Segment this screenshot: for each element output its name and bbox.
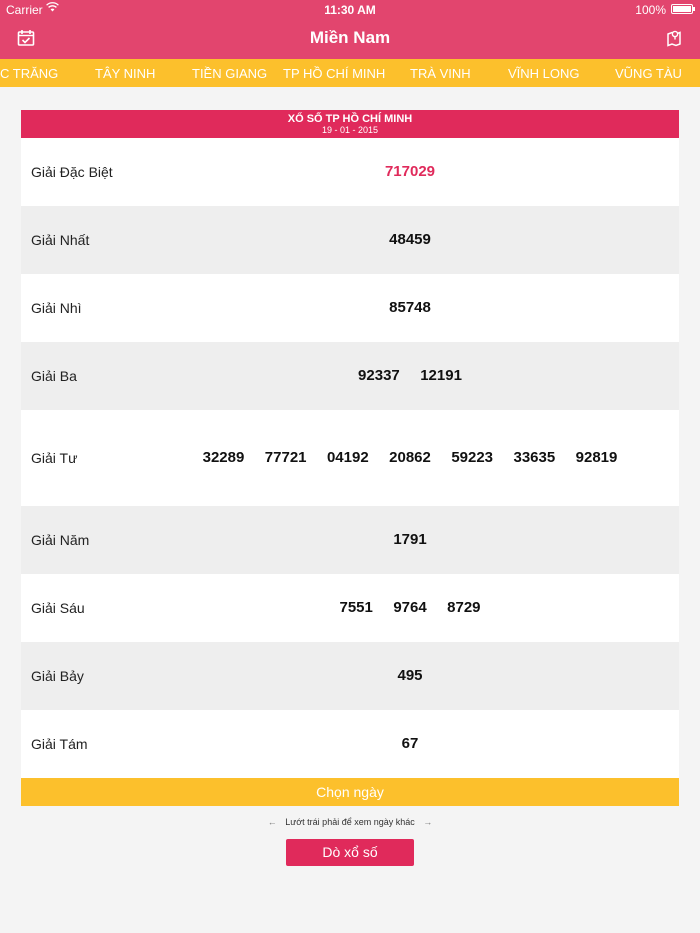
prize-number: 92337 [358,367,400,384]
prize-row-third [21,342,679,410]
prize-label: Giải Năm [31,532,90,548]
prize-numbers [141,299,679,317]
prize-row-fourth [21,410,679,506]
prize-row-seventh [21,642,679,710]
prize-label: Giải Nhất [31,232,90,248]
prize-number: 92819 [575,449,618,466]
prize-label: Giải Bảy [31,668,84,684]
tab-province[interactable]: VĨNH LONG [508,66,580,81]
prize-numbers [141,531,679,549]
prize-number: 59223 [451,449,494,466]
prize-row-eighth [21,710,679,778]
prize-number: 85748 [389,299,431,316]
prize-numbers [141,449,679,467]
app-header [0,0,700,59]
result-header [21,110,679,138]
check-lottery-button[interactable]: Dò xổ số [286,839,414,866]
prize-numbers [141,367,679,385]
tab-province[interactable]: TIỀN GIANG [192,66,268,81]
prize-label: Giải Sáu [31,600,85,616]
page-title: Miền Nam [309,28,391,47]
result-title: XỔ SỐ TP HỒ CHÍ MINH [287,113,413,125]
prize-number: 9764 [393,599,427,616]
status-time: 11:30 AM [324,3,376,17]
tab-province-selected[interactable]: TP HỒ CHÍ MINH [283,66,386,81]
prize-number: 20862 [389,449,431,466]
arrow-right-icon: → [423,817,433,827]
prize-number: 12191 [420,367,462,384]
prize-label: Giải Đặc Biệt [31,164,113,180]
prize-label: Giải Tám [31,736,88,752]
prize-number: 7551 [339,599,373,616]
battery-icon [671,4,693,14]
result-date: 19 - 01 - 2015 [321,125,379,135]
prize-label: Giải Nhì [31,300,82,316]
prize-label: Giải Ba [31,368,77,384]
map-icon[interactable] [664,28,684,48]
prize-numbers [141,231,679,249]
prize-row-first [21,206,679,274]
prize-label: Giải Tư [31,450,78,466]
prize-row-special [21,138,679,206]
prize-number: 8729 [447,599,481,616]
prize-row-fifth [21,506,679,574]
tab-province[interactable]: VŨNG TÀU [615,66,682,81]
prize-numbers [141,163,679,181]
swipe-hint-text: Lướt trái phải để xem ngày khác [285,817,415,827]
prize-row-second [21,274,679,342]
tab-province[interactable]: C TRĂNG [0,66,59,81]
result-card [21,110,679,806]
prize-number: 717029 [384,163,436,180]
prize-number: 1791 [393,531,427,548]
prize-numbers [141,599,679,617]
tab-province[interactable]: TÂY NINH [95,66,156,81]
prize-number: 495 [397,667,423,684]
prize-number: 33635 [513,449,556,466]
prize-numbers [141,735,679,753]
battery-percent: 100% [635,3,666,17]
prize-number: 67 [401,735,419,752]
prize-number: 04192 [326,449,369,466]
prize-numbers [141,667,679,685]
prize-number: 32289 [202,449,245,466]
prize-row-sixth [21,574,679,642]
province-tabs [0,59,700,87]
prize-number: 77721 [264,449,307,466]
swipe-hint [0,817,700,827]
carrier-label: Carrier [6,3,43,17]
arrow-left-icon: ← [267,817,277,827]
prize-number: 48459 [389,231,431,248]
tab-province[interactable]: TRÀ VINH [410,66,471,81]
status-bar [0,0,700,20]
pick-date-button[interactable]: Chọn ngày [21,778,679,806]
